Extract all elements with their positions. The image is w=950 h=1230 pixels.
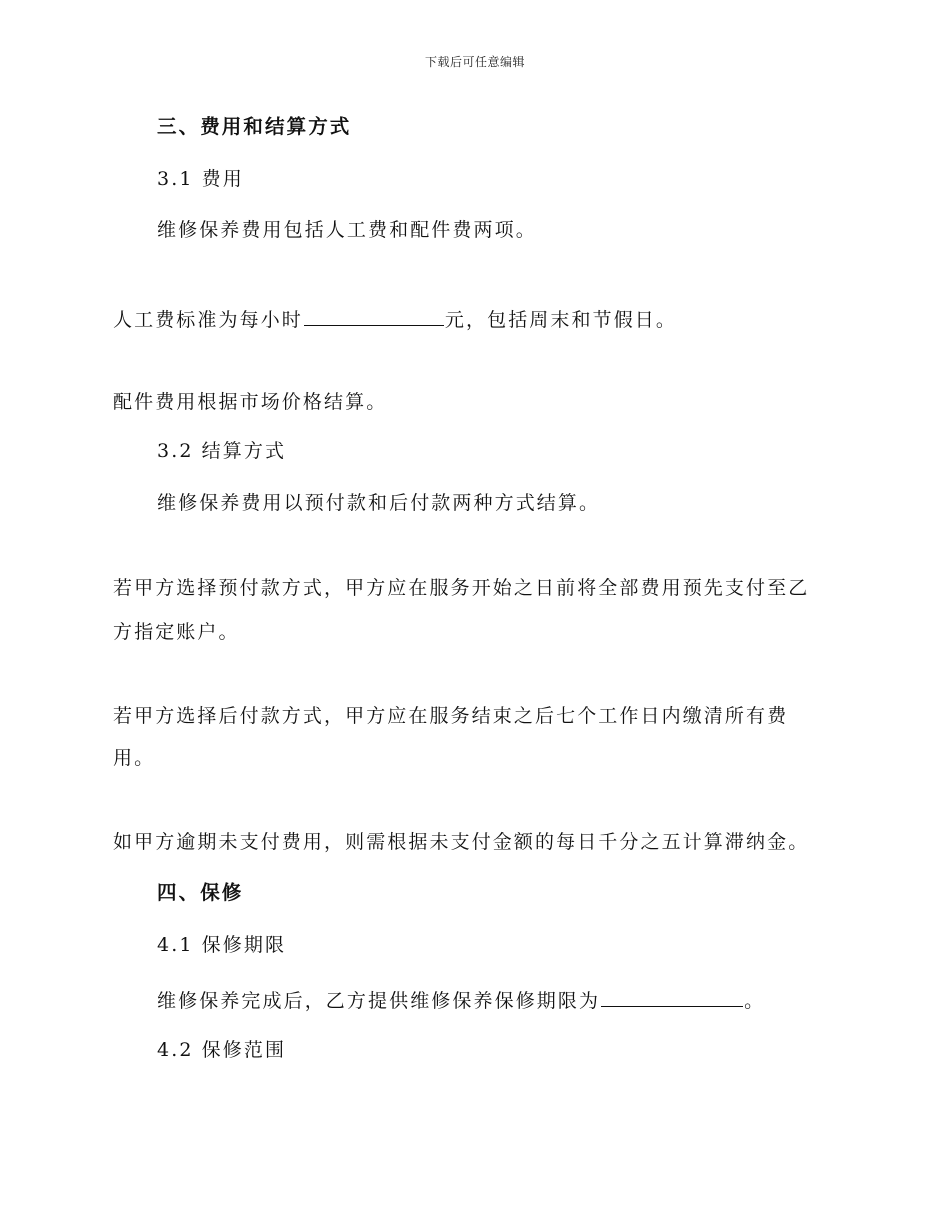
paragraph-postpayment-line-2: 用。 [113,747,156,769]
labor-fee-text-before: 人工费标准为每小时 [113,309,303,331]
warranty-text-before: 维修保养完成后，乙方提供维修保养保修期限为 [157,990,601,1012]
paragraph-settlement-methods: 维修保养费用以预付款和后付款两种方式结算。 [157,492,601,514]
paragraph-fee-items: 维修保养费用包括人工费和配件费两项。 [157,219,537,241]
hourly-rate-blank [304,305,444,326]
paragraph-prepayment-line-2: 方指定账户。 [113,621,240,643]
paragraph-postpayment-line-1: 若甲方选择后付款方式，甲方应在服务结束之后七个工作日内缴清所有费 [113,705,789,727]
warranty-text-after: 。 [744,990,766,1012]
paragraph-prepayment-line-1: 若甲方选择预付款方式，甲方应在服务开始之日前将全部费用预先支付至乙 [113,577,810,599]
header-note: 下载后可任意编辑 [424,55,525,69]
warranty-period-blank [601,986,743,1007]
subsection-3-2-heading: 3.2 结算方式 [157,440,287,462]
paragraph-warranty-period [157,986,765,1012]
subsection-3-1-heading: 3.1 费用 [157,168,244,190]
subsection-4-2-heading: 4.2 保修范围 [157,1039,287,1061]
paragraph-parts-fee: 配件费用根据市场价格结算。 [113,391,388,413]
section-4-heading: 四、保修 [157,881,244,904]
section-3-heading: 三、费用和结算方式 [157,115,352,138]
labor-fee-text-after: 元，包括周末和节假日。 [444,309,678,331]
subsection-4-1-heading: 4.1 保修期限 [157,934,287,956]
paragraph-labor-fee [113,305,677,331]
paragraph-late-fee: 如甲方逾期未支付费用，则需根据未支付金额的每日千分之五计算滞纳金。 [113,831,810,853]
